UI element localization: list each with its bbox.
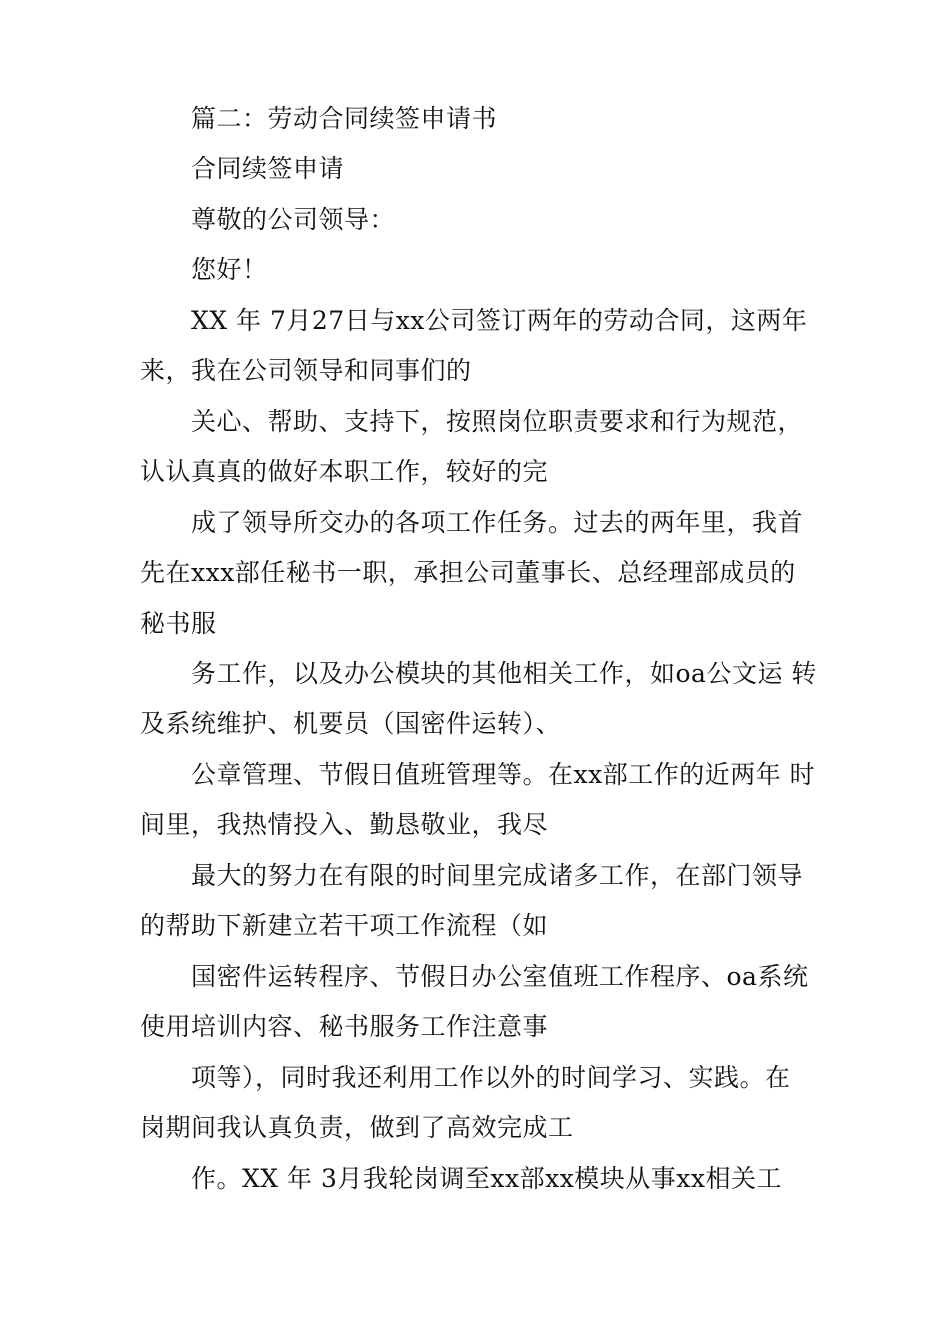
paragraph-1-line-2: 来，我在公司领导和同事们的	[140, 356, 472, 385]
paragraph-4-line-1: 务工作，以及办公模块的其他相关工作，如oa公文运 转	[191, 659, 817, 688]
paragraph-8-line-2: 岗期间我认真负责，做到了高效完成工	[140, 1113, 574, 1142]
greeting: 您好！	[191, 255, 268, 284]
document-subtitle: 合同续签申请	[191, 154, 345, 183]
paragraph-3-line-1: 成了领导所交办的各项工作任务。过去的两年里，我首	[191, 508, 804, 537]
paragraph-2-line-1: 关心、帮助、支持下，按照岗位职责要求和行为规范，	[191, 407, 804, 436]
salutation: 尊敬的公司领导：	[191, 205, 396, 234]
paragraph-1-line-1: XX 年 7月27日与xx公司签订两年的劳动合同，这两年	[191, 306, 808, 335]
paragraph-6-line-2: 的帮助下新建立若干项工作流程（如	[140, 911, 549, 940]
paragraph-7-line-1: 国密件运转程序、节假日办公室值班工作程序、oa系统	[191, 962, 809, 991]
paragraph-7-line-2: 使用培训内容、秘书服务工作注意事	[140, 1012, 549, 1041]
paragraph-4-line-2: 及系统维护、机要员（国密件运转）、	[140, 709, 562, 738]
paragraph-3-line-2: 先在xxx部任秘书一职，承担公司董事长、总经理部成员的	[140, 558, 796, 587]
paragraph-6-line-1: 最大的努力在有限的时间里完成诸多工作，在部门领导	[191, 861, 804, 890]
paragraph-5-line-2: 间里，我热情投入、勤恳敬业，我尽	[140, 810, 549, 839]
document-title: 篇二：劳动合同续签申请书	[191, 104, 498, 133]
paragraph-5-line-1: 公章管理、节假日值班管理等。在xx部工作的近两年 时	[191, 760, 816, 789]
paragraph-2-line-2: 认认真真的做好本职工作，较好的完	[140, 457, 549, 486]
paragraph-3-line-3: 秘书服	[140, 609, 217, 638]
paragraph-9-line-1: 作。XX 年 3月我轮岗调至xx部xx模块从事xx相关工	[191, 1164, 782, 1193]
paragraph-8-line-1: 项等），同时我还利用工作以外的时间学习、实践。在	[191, 1063, 791, 1092]
